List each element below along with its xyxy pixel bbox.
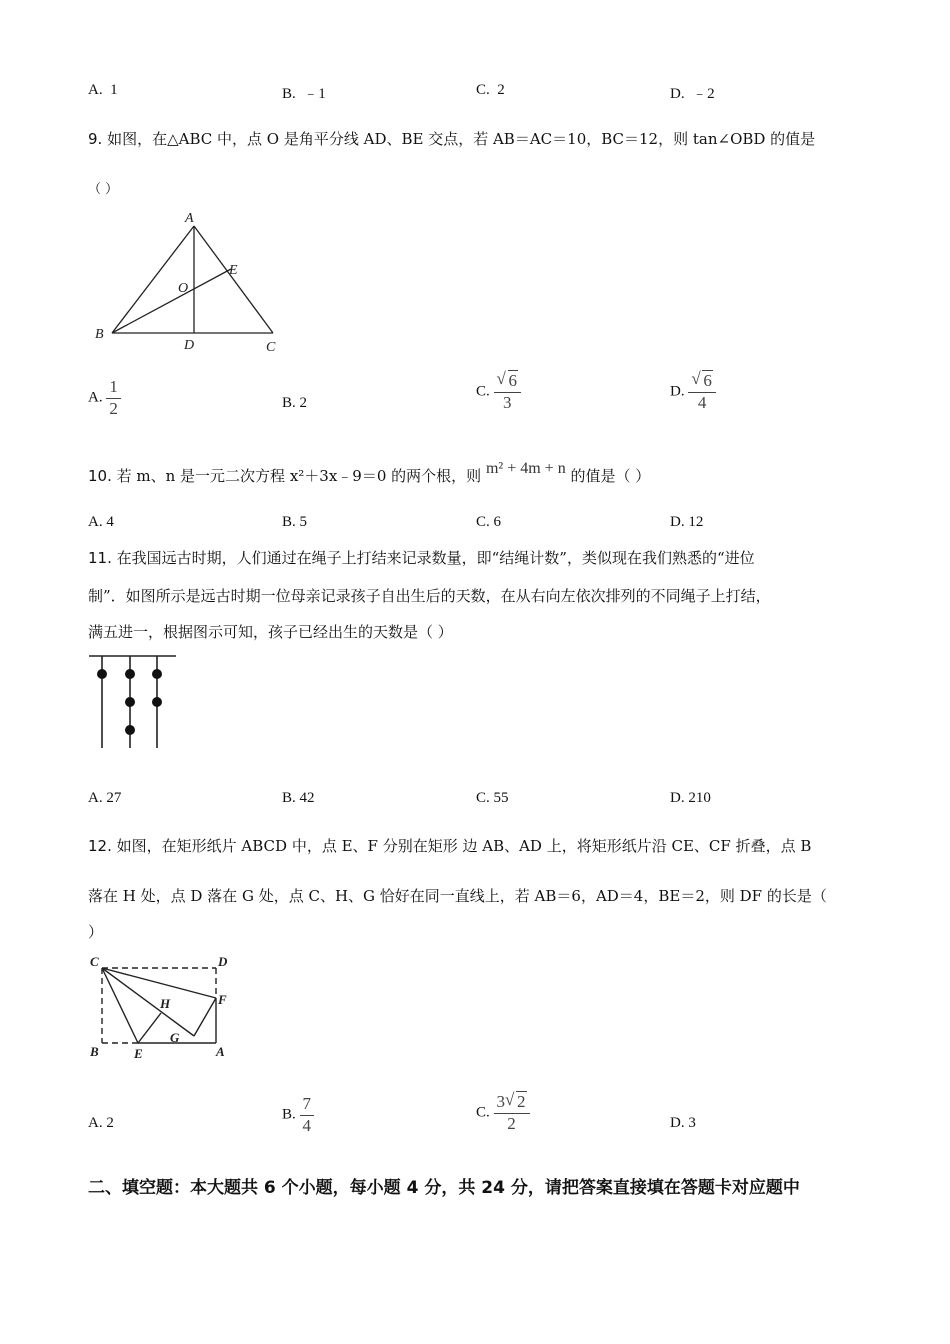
q10-number: 10.	[88, 467, 112, 485]
q12-rectangle-figure	[86, 952, 236, 1064]
q9-option-b: B. 2	[282, 395, 308, 411]
q12-option-a: A. 2	[88, 1115, 114, 1131]
q9-label-a: A	[185, 211, 194, 226]
q10-option-a: A. 4	[88, 514, 114, 530]
q10-text-a: 若 m、n 是一元二次方程 x²＋3x﹣9＝0 的两个根，则	[116, 467, 482, 485]
q9-stem	[88, 128, 815, 149]
q9-bisector-be	[112, 269, 231, 333]
q9-number: 9.	[88, 130, 103, 148]
q9-paren: （ ）	[88, 182, 119, 197]
q10-option-d: D. 12	[670, 514, 704, 530]
q12-label-c: C	[90, 954, 99, 969]
q12-line-chg	[102, 968, 194, 1036]
q10-option-b: B. 5	[282, 514, 308, 530]
q9-text: 如图，在△ABC 中，点 O 是角平分线 AD、BE 交点，若 AB＝AC＝10，BC＝12，则 tan∠OBD 的值是	[107, 130, 816, 148]
q11-knot-rope-figure	[86, 650, 181, 752]
q11-knot	[125, 669, 135, 679]
q10-stem	[88, 460, 651, 486]
q11-knot	[125, 725, 135, 735]
q11-line-1: 11. 在我国远古时期，人们通过在绳子上打结来记录数量，即“结绳计数”，类似现在我们熟悉的“进位	[88, 549, 755, 567]
q11-line-3: 满五进一，根据图示可知，孩子已经出生的天数是（ ）	[88, 623, 453, 641]
q9-label-o: O	[178, 281, 189, 296]
q11-knot	[125, 697, 135, 707]
q12-label-e: E	[134, 1046, 143, 1061]
q12-label-a: A	[216, 1044, 225, 1059]
q11-line-2: 制”．如图所示是远古时期一位母亲记录孩子自出生后的天数，在从右向左依次排列的不同绳子上打结，	[88, 587, 771, 605]
q9-label-d: D	[184, 338, 195, 353]
q11-option-c: C. 55	[476, 790, 509, 806]
q12-line-2: 落在 H 处，点 D 落在 G 处，点 C、H、G 恰好在同一直线上，若 AB＝6，AD＝4，BE＝2，则 DF 的长是（	[88, 887, 827, 905]
q9-option-a: A. $\frac{1}{2}$	[88, 377, 121, 419]
q9-label-e: E	[229, 263, 238, 278]
q9-side-ab	[112, 226, 194, 333]
q12-label-d: D	[218, 954, 228, 969]
q11-option-d: D. 210	[670, 790, 711, 806]
q9-label-b: B	[95, 327, 104, 342]
q10-expression: m² + 4m + n	[485, 460, 566, 477]
q10-option-c: C. 6	[476, 514, 502, 530]
q8-option-c: C. 2	[476, 82, 505, 98]
q12-line-3: ）	[88, 923, 104, 941]
section-2-heading: 二、填空题：本大题共 6 个小题，每小题 4 分，共 24 分，请把答案直接填在答题卡对应题中	[88, 1178, 800, 1198]
q12-option-c: C. 3 √ 2 2	[476, 1092, 530, 1134]
q12-segment-fg	[194, 998, 216, 1036]
q11-number: 11.	[88, 549, 112, 567]
q11-knot	[152, 669, 162, 679]
q12-option-b: B. $\frac{7}{4}$	[282, 1094, 314, 1136]
q11-option-b: B. 42	[282, 790, 315, 806]
q11-knot	[97, 669, 107, 679]
q8-option-d: D. ﹣2	[670, 86, 715, 102]
q12-label-g: G	[170, 1030, 180, 1045]
q12-fold-cf	[102, 968, 216, 998]
q11-knot	[152, 697, 162, 707]
q9-side-ac	[194, 226, 273, 333]
q11-option-a: A. 27	[88, 790, 122, 806]
q12-segment-eh	[138, 1013, 161, 1043]
q12-line-1: 12. 如图，在矩形纸片 ABCD 中，点 E、F 分别在矩形 边 AB、AD 上，将矩形纸片沿 CE、CF 折叠，点 B	[88, 837, 812, 855]
q9-triangle-figure	[86, 206, 296, 356]
q12-label-f: F	[218, 992, 227, 1007]
q8-option-b: B. ﹣1	[282, 86, 326, 102]
q12-label-h: H	[160, 996, 171, 1011]
q8-option-a: A. 1	[88, 82, 118, 98]
q9-label-c: C	[266, 340, 276, 355]
q12-option-d: D. 3	[670, 1115, 696, 1131]
q9-option-c: C. √ 6 3	[476, 371, 521, 413]
q12-number: 12.	[88, 837, 112, 855]
q12-fold-ce	[102, 968, 138, 1043]
q12-label-b: B	[90, 1044, 99, 1059]
q9-option-d: D. √ 6 4	[670, 371, 716, 413]
q10-text-b: 的值是（ ）	[570, 467, 651, 485]
